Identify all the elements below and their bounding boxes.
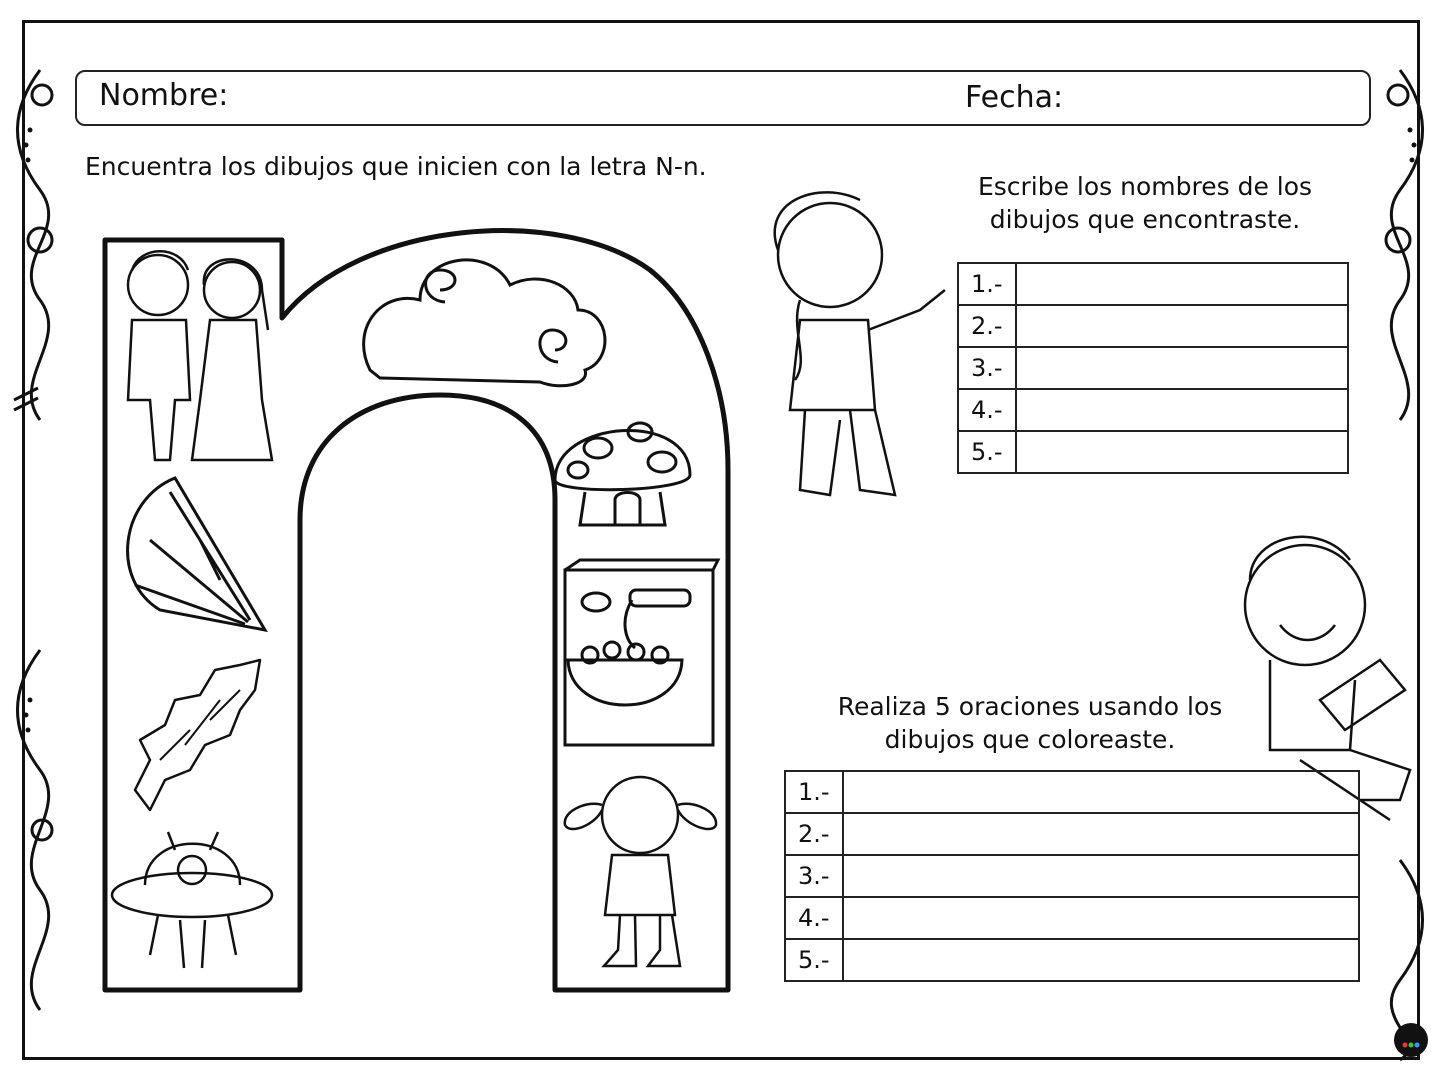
row-number: 2.- [785, 813, 843, 855]
row-number: 4.- [785, 897, 843, 939]
row-number: 1.- [958, 263, 1016, 305]
row-number: 3.- [958, 347, 1016, 389]
row-number: 2.- [958, 305, 1016, 347]
write-names-instruction: Escribe los nombres de los dibujos que encontraste. [977, 172, 1313, 234]
name-label: Nombre: [99, 78, 229, 113]
row-number: 5.- [958, 431, 1016, 473]
row-number: 3.- [785, 855, 843, 897]
row-number: 1.- [785, 771, 843, 813]
sentences-instruction: Realiza 5 oraciones usando los dibujos que coloreaste. [837, 692, 1223, 754]
row-number: 4.- [958, 389, 1016, 431]
date-label: Fecha: [965, 80, 1064, 115]
row-number: 5.- [785, 939, 843, 981]
find-instruction: Encuentra los dibujos que inicien con la letra N-n. [85, 152, 707, 181]
